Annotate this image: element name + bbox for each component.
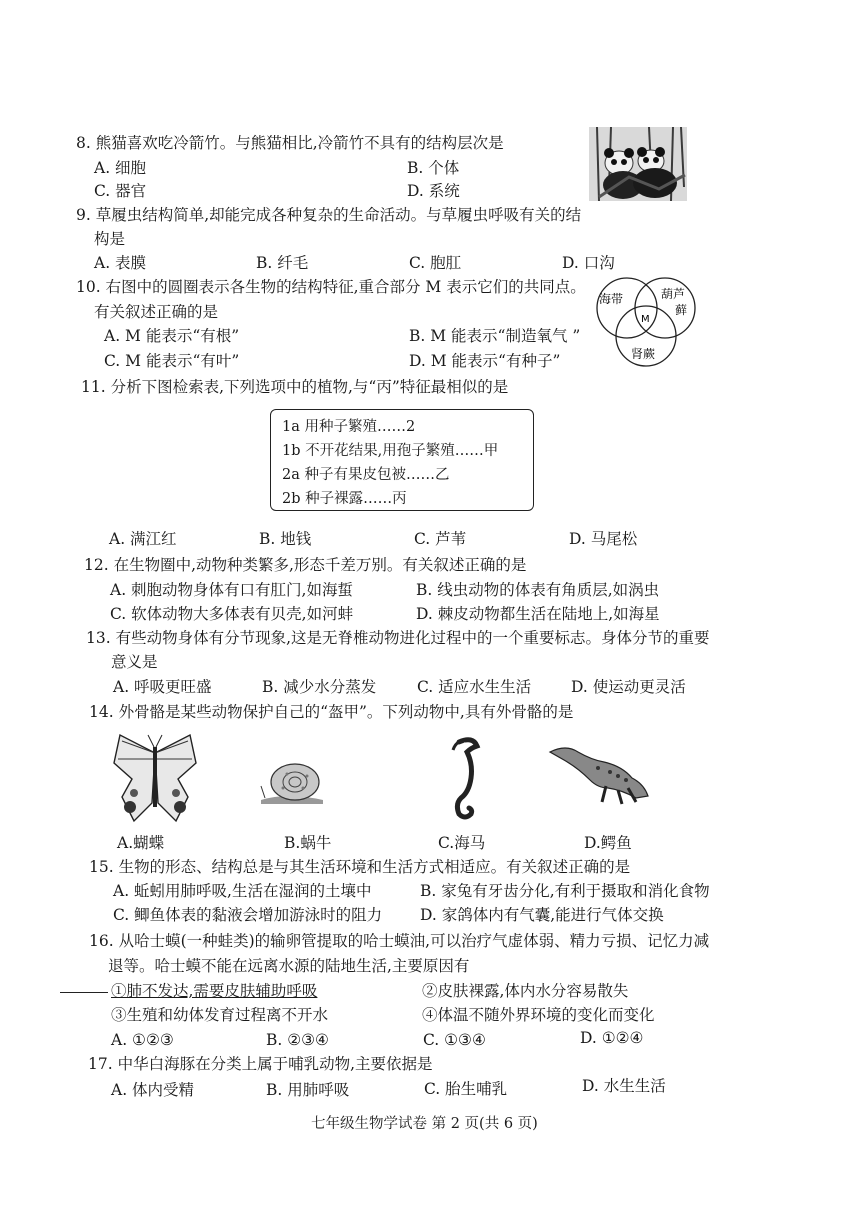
q16-option-d: D. ①②④ — [580, 1029, 644, 1047]
venn-label-m: M — [641, 314, 650, 325]
q17-option-b: B. 用肺呼吸 — [266, 1081, 350, 1099]
q13-option-a: A. 呼吸更旺盛 — [113, 678, 212, 696]
q17-stem: 17. 中华白海豚在分类上属于哺乳动物,主要依据是 — [88, 1055, 433, 1073]
q16-option-a: A. ①②③ — [111, 1031, 174, 1049]
q11-option-c: C. 芦苇 — [414, 530, 467, 548]
q13-stem-line1: 13. 有些动物身体有分节现象,这是无脊椎动物进化过程中的一个重要标志。身体分节的重要 — [86, 629, 710, 647]
q14-option-d: D.鳄鱼 — [584, 834, 632, 852]
q10-stem-line2: 有关叙述正确的是 — [94, 303, 219, 321]
q16-statement-1: ①肺不发达,需要皮肤辅助呼吸 — [111, 982, 318, 1000]
q13-stem-line2: 意义是 — [111, 653, 158, 671]
q11-stem: 11. 分析下图检索表,下列选项中的植物,与“丙”特征最相似的是 — [81, 378, 509, 396]
q12-option-a: A. 刺胞动物身体有口有肛门,如海蜇 — [110, 581, 353, 599]
margin-mark-line — [60, 992, 108, 993]
venn-label-kelp: 海带 — [599, 292, 624, 306]
q10-stem-line1: 10. 右图中的圆圈表示各生物的结构特征,重合部分 M 表示它们的共同点。 — [76, 278, 586, 296]
q16-statement-2: ②皮肤裸露,体内水分容易散失 — [422, 982, 629, 1000]
q8-option-a: A. 细胞 — [94, 159, 147, 177]
q15-option-b: B. 家兔有牙齿分化,有利于摄取和消化食物 — [420, 882, 710, 900]
panda-photo — [589, 127, 687, 201]
q10-option-d: D. M 能表示“有种子” — [409, 352, 561, 370]
q17-option-a: A. 体内受精 — [111, 1081, 195, 1099]
q9-option-b: B. 纤毛 — [256, 254, 309, 272]
key-line-1a: 1a 用种子繁殖……2 — [282, 419, 416, 435]
crocodile-image — [548, 740, 650, 808]
q13-option-c: C. 适应水生生活 — [417, 678, 532, 696]
q9-option-a: A. 表膜 — [94, 254, 147, 272]
q16-option-c: C. ①③④ — [423, 1031, 486, 1049]
q15-option-a: A. 蚯蚓用肺呼吸,生活在湿润的土壤中 — [113, 882, 372, 900]
venn-label-moss: 葫芦 — [661, 287, 686, 301]
q16-stem-line2: 退等。哈士蟆不能在远离水源的陆地生活,主要原因有 — [108, 957, 470, 975]
q10-option-b: B. M 能表示“制造氧气 ” — [409, 327, 581, 345]
q13-option-d: D. 使运动更灵活 — [571, 678, 686, 696]
q12-option-d: D. 棘皮动物都生活在陆地上,如海星 — [416, 605, 660, 623]
snail-image — [257, 756, 327, 806]
q16-option-b: B. ②③④ — [266, 1031, 329, 1049]
q9-option-d: D. 口沟 — [562, 254, 615, 272]
q11-option-b: B. 地钱 — [259, 530, 312, 548]
q17-option-d: D. 水生生活 — [582, 1077, 666, 1095]
key-line-1b: 1b 不开花结果,用孢子繁殖……甲 — [282, 443, 499, 459]
seahorse-image — [443, 734, 487, 826]
q10-option-c: C. M 能表示“有叶” — [104, 352, 240, 370]
q12-stem: 12. 在生物圈中,动物种类繁多,形态千差万别。有关叙述正确的是 — [84, 556, 527, 574]
q11-option-a: A. 满江红 — [109, 530, 177, 548]
q16-stem-line1: 16. 从哈士蟆(一种蛙类)的输卵管提取的哈士蟆油,可以治疗气虚体弱、精力亏损、记忆力减 — [89, 932, 710, 950]
q9-stem-line1: 9. 草履虫结构简单,却能完成各种复杂的生命活动。与草履虫呼吸有关的结 — [76, 206, 582, 224]
q17-option-c: C. 胎生哺乳 — [424, 1080, 508, 1098]
q14-stem: 14. 外骨骼是某些动物保护自己的“盔甲”。下列动物中,具有外骨骼的是 — [89, 703, 574, 721]
q16-statement-4: ④体温不随外界环境的变化而变化 — [422, 1006, 655, 1024]
q15-option-c: C. 鲫鱼体表的黏液会增加游泳时的阻力 — [113, 906, 383, 924]
q10-option-a: A. M 能表示“有根” — [104, 327, 240, 345]
q14-option-c: C.海马 — [438, 834, 486, 852]
q9-stem-line2: 构是 — [94, 230, 126, 248]
q13-option-b: B. 减少水分蒸发 — [262, 678, 377, 696]
q8-stem: 8. 熊猫喜欢吃冷箭竹。与熊猫相比,冷箭竹不具有的结构层次是 — [76, 134, 504, 152]
q8-option-c: C. 器官 — [94, 182, 147, 200]
q8-option-b: B. 个体 — [407, 159, 460, 177]
venn-diagram — [591, 272, 701, 372]
page-footer: 七年级生物学试卷 第 2 页(共 6 页) — [311, 1116, 538, 1132]
butterfly-image — [112, 733, 198, 825]
q8-option-d: D. 系统 — [407, 182, 460, 200]
q14-option-b: B.蜗牛 — [284, 834, 332, 852]
key-line-2b: 2b 种子裸露……丙 — [282, 491, 407, 507]
q15-stem: 15. 生物的形态、结构总是与其生活环境和生活方式相适应。有关叙述正确的是 — [89, 858, 631, 876]
q14-option-a: A.蝴蝶 — [117, 834, 165, 852]
venn-label-fern: 肾蕨 — [631, 347, 656, 361]
q12-option-b: B. 线虫动物的体表有角质层,如涡虫 — [416, 581, 660, 599]
q9-option-c: C. 胞肛 — [409, 254, 462, 272]
q15-option-d: D. 家鸽体内有气囊,能进行气体交换 — [420, 906, 664, 924]
q11-option-d: D. 马尾松 — [569, 530, 638, 548]
key-line-2a: 2a 种子有果皮包被……乙 — [282, 467, 450, 483]
venn-label-moss-2: 藓 — [675, 303, 688, 317]
q16-statement-3: ③生殖和幼体发育过程离不开水 — [111, 1006, 329, 1024]
q12-option-c: C. 软体动物大多体表有贝壳,如河蚌 — [110, 605, 354, 623]
